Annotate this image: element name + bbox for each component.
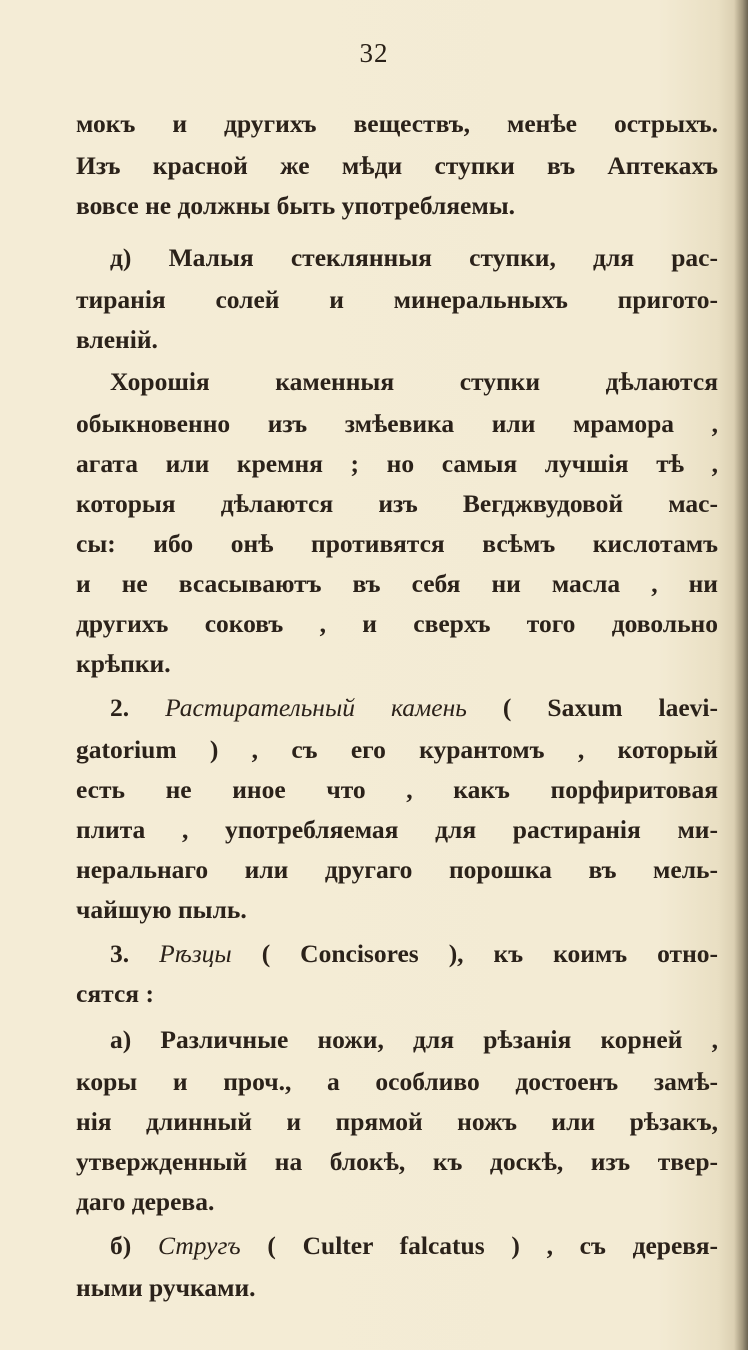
- text-line: вовсе не должны быть употребляемы.: [76, 191, 516, 220]
- item-3-latin: ( Concisores ), къ коимъ отно-: [261, 939, 719, 968]
- item-b-number: б): [110, 1231, 132, 1260]
- text-line: есть не иное что , какъ порфиритовая: [76, 775, 718, 804]
- text-line: агата или кремня ; но самыя лучшія тѣ ,: [76, 449, 718, 478]
- text-line: обыкновенно изъ змѣевика или мрамора ,: [76, 409, 718, 438]
- text-line: чайшую пыль.: [76, 895, 247, 924]
- text-line: д) Малыя стеклянныя ступки, для рас-: [110, 243, 718, 272]
- page-edge-shadow: [734, 0, 748, 1350]
- text-line: ными ручками.: [76, 1273, 256, 1302]
- item-3-title: Рѣзцы: [159, 939, 232, 968]
- page-number: 32: [359, 38, 389, 68]
- item-3-line: [110, 934, 718, 974]
- text-line: которыя дѣлаются изъ Вегджвудовой мас-: [76, 489, 718, 518]
- text-line: утвержденный на блокѣ, къ доскѣ, изъ твер-: [76, 1147, 718, 1176]
- text-line: мокъ и другихъ веществъ, менѣе острыхъ.: [76, 109, 718, 138]
- item-3-number: 3.: [110, 939, 130, 968]
- text-line: крѣпки.: [76, 649, 171, 678]
- item-2-title: Растирательный камень: [165, 693, 467, 722]
- item-b-title: Стругъ: [157, 1231, 241, 1260]
- text-line: а) Различные ножи, для рѣзанія корней ,: [110, 1025, 718, 1054]
- text-line: Изъ красной же мѣди ступки въ Аптекахъ: [76, 151, 718, 180]
- text-line: даго дерева.: [76, 1187, 215, 1216]
- text-line: неральнаго или другаго порошка въ мель-: [76, 855, 718, 884]
- text-line: другихъ соковъ , и сверхъ того довольно: [76, 609, 718, 638]
- text-line: и не всасываютъ въ себя ни масла , ни: [76, 569, 718, 598]
- text-line: коры и проч., а особливо достоенъ замѣ-: [76, 1067, 718, 1096]
- item-b-latin: ( Culter falcatus ) , съ деревя-: [267, 1231, 719, 1260]
- text-line: нія длинный и прямой ножъ или рѣзакъ,: [76, 1107, 718, 1136]
- item-2-line: [110, 688, 718, 728]
- text-line: Хорошія каменныя ступки дѣлаются: [110, 367, 718, 396]
- item-b-line: [110, 1226, 718, 1266]
- text-line: gatorium ) , съ его курантомъ , который: [76, 735, 718, 764]
- text-line: вленій.: [76, 325, 158, 354]
- text-line: тиранія солей и минеральныхъ пригото-: [76, 285, 718, 314]
- item-2-number: 2.: [110, 693, 130, 722]
- text-line: сятся :: [76, 979, 154, 1008]
- text-line: сы: ибо онѣ противятся всѣмъ кислотамъ: [76, 529, 718, 558]
- item-2-latin: ( Saxum laevi-: [502, 693, 718, 722]
- text-line: плита , употребляемая для растиранія ми-: [76, 815, 718, 844]
